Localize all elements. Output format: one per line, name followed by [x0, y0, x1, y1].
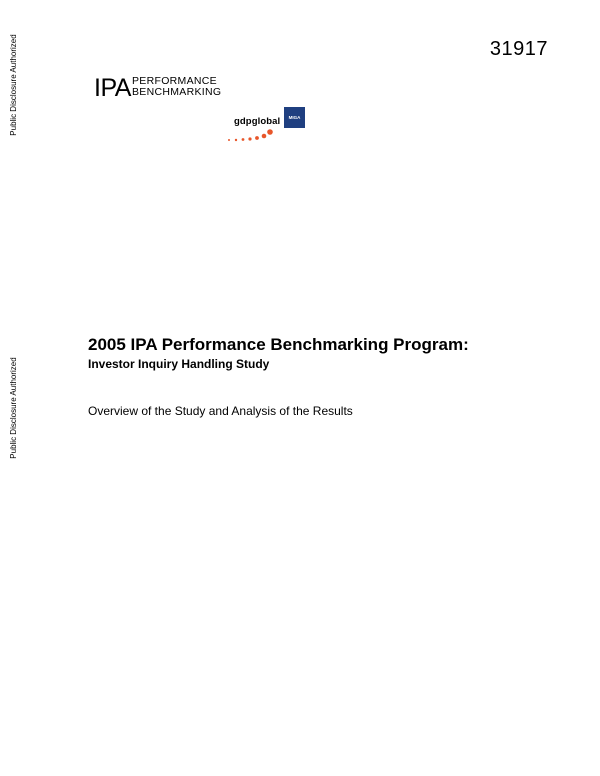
document-overview-line: Overview of the Study and Analysis of the Results	[88, 404, 353, 418]
disclosure-label-top: Public Disclosure Authorized	[9, 34, 18, 136]
ipa-logo-subtitle	[132, 76, 221, 98]
document-title: 2005 IPA Performance Benchmarking Program:	[88, 335, 469, 354]
miga-badge-icon: MIGA	[284, 107, 305, 128]
ipa-logo-line-2: BENCHMARKING	[132, 86, 222, 98]
orange-dots-icon	[226, 126, 276, 144]
ipa-logo-line-1: PERFORMANCE	[132, 75, 217, 87]
partner-logos	[226, 104, 310, 144]
gdpglobal-logo: gdpglobal	[234, 116, 281, 127]
disclosure-label-middle: Public Disclosure Authorized	[9, 357, 18, 459]
document-subtitle: Investor Inquiry Handling Study	[88, 357, 270, 371]
document-number: 31917	[489, 38, 548, 60]
ipa-logo-mark: IPA	[94, 74, 131, 102]
